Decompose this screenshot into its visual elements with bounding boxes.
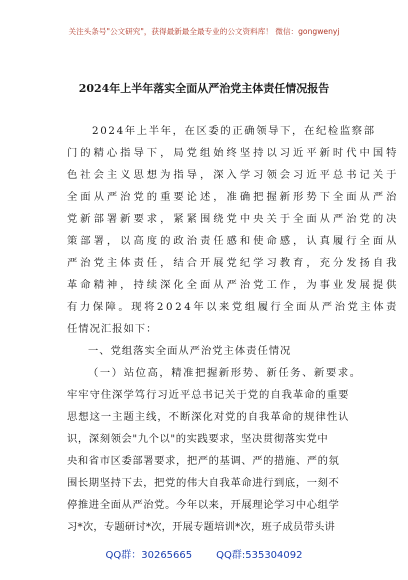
paragraph-line: 停推进全面从严治党。今年以来，开展理论学习中心组学 bbox=[67, 499, 340, 511]
footer-contact bbox=[0, 546, 408, 561]
qq-group-1: QQ群：30265665 bbox=[105, 550, 193, 561]
paragraph-line: 识，深刻领会"九个以"的实践要求，坚决贯彻落实党中 bbox=[67, 433, 329, 445]
paragraph-line: 央和省市区委部署要求，把严的基调、严的措施、严的氛 bbox=[67, 455, 340, 467]
qq-group-2: QQ群:535304092 bbox=[216, 550, 303, 561]
paragraph-line: 色社会主义思想为指导，深入学习领会习近平总书记关于 bbox=[67, 169, 400, 181]
paragraph-line: 习*次，专题研讨*次，开展专题培训*次，班子成员带头讲 bbox=[67, 521, 335, 533]
paragraph-line: 策部署，以高度的政治责任感和使命感，认真履行全面从 bbox=[67, 235, 400, 247]
paragraph-line: 有力保障。现将2024年以来党组履行全面从严治党主体责 bbox=[67, 301, 399, 313]
paragraph-line: 革命精神，持续深化全面从严治党工作，为事业发展提供 bbox=[67, 279, 400, 291]
section-heading: 一、党组落实全面从严治党主体责任情况 bbox=[88, 345, 292, 357]
paragraph-line: 2024年上半年，在区委的正确领导下，在纪检监察部 bbox=[92, 125, 376, 137]
subsection-heading: （一）站位高，精准把握新形势、新任务、新要求。 bbox=[88, 367, 362, 379]
paragraph-line: 党新部署新要求，紧紧围绕党中央关于全面从严治党的决 bbox=[67, 213, 400, 225]
paragraph-line: 思想这一主题主线，不断深化对党的自我革命的规律性认 bbox=[67, 411, 350, 423]
page-title: 2024年上半年落实全面从严治党主体责任情况报告 bbox=[78, 82, 330, 95]
paragraph-line: 门的精心指导下，局党组始终坚持以习近平新时代中国特 bbox=[67, 147, 400, 159]
paragraph-line: 围长期坚持下去，把党的伟大自我革命进行到底，一刻不 bbox=[67, 477, 340, 489]
header-notice: 关注头条号"公文研究"，获得最新最全最专业的公文资料库！ 微信：gongwenyj bbox=[68, 27, 340, 36]
paragraph-line: 严治党主体责任，结合开展党纪学习教育，充分发扬自我 bbox=[67, 257, 400, 269]
paragraph-line: 牢牢守住深学笃行习近平总书记关于党的自我革命的重要 bbox=[67, 389, 350, 401]
paragraph-line: 任情况汇报如下： bbox=[67, 323, 158, 335]
paragraph-line: 全面从严治党的重要论述，准确把握新形势下全面从严治 bbox=[67, 191, 400, 203]
